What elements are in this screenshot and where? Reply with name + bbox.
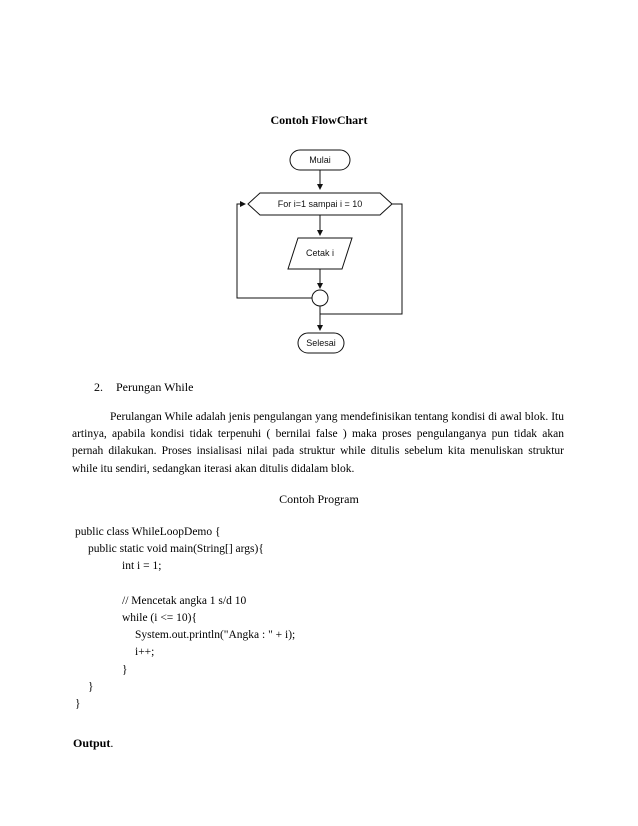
- flowchart-title: Contoh FlowChart: [270, 113, 368, 127]
- flowchart-diagram: [220, 142, 420, 364]
- section-paragraph: Perulangan While adalah jenis pengulangan yang mendefinisikan tentang kondisi di awal blok. Itu artinya, apabila kondisi tidak terpenuhi ( bernilai false ) maka proses pengulanganya pun tidak akan pernah dilakukan. Proses insialisasi nilai pada struktur while ditulis sebelum kita menuliskan struktur while itu sendiri, sedangkan iterasi akan ditulis didalam blok.: [72, 411, 564, 475]
- code-line: int i = 1;: [122, 560, 162, 573]
- code-line: // Mencetak angka 1 s/d 10: [122, 594, 247, 607]
- section-heading: [94, 380, 193, 395]
- output-suffix: .: [110, 736, 114, 750]
- code-line: i++;: [135, 646, 155, 659]
- code-line: }: [122, 663, 128, 676]
- program-title: Contoh Program: [279, 492, 359, 506]
- code-line: public class WhileLoopDemo {: [75, 526, 221, 538]
- end-label: Selesai: [306, 338, 336, 348]
- section-heading-text: Perungan While: [116, 380, 194, 394]
- code-line: }: [75, 697, 81, 710]
- connector-circle: [312, 290, 328, 306]
- print-label: Cetak i: [305, 248, 335, 258]
- code-line: [75, 576, 295, 593]
- code-line: }: [88, 680, 94, 693]
- code-line: System.out.println("Angka : " + i);: [135, 629, 296, 642]
- output-heading: [73, 736, 113, 751]
- code-line: public static void main(String[] args){: [88, 543, 264, 556]
- output-label: Output: [73, 736, 111, 750]
- start-label: Mulai: [309, 155, 331, 165]
- code-line: while (i <= 10){: [122, 611, 198, 624]
- code-block: [75, 524, 295, 713]
- section-number: 2.: [94, 380, 103, 394]
- loop-label: For i=1 sampai i = 10: [277, 199, 363, 209]
